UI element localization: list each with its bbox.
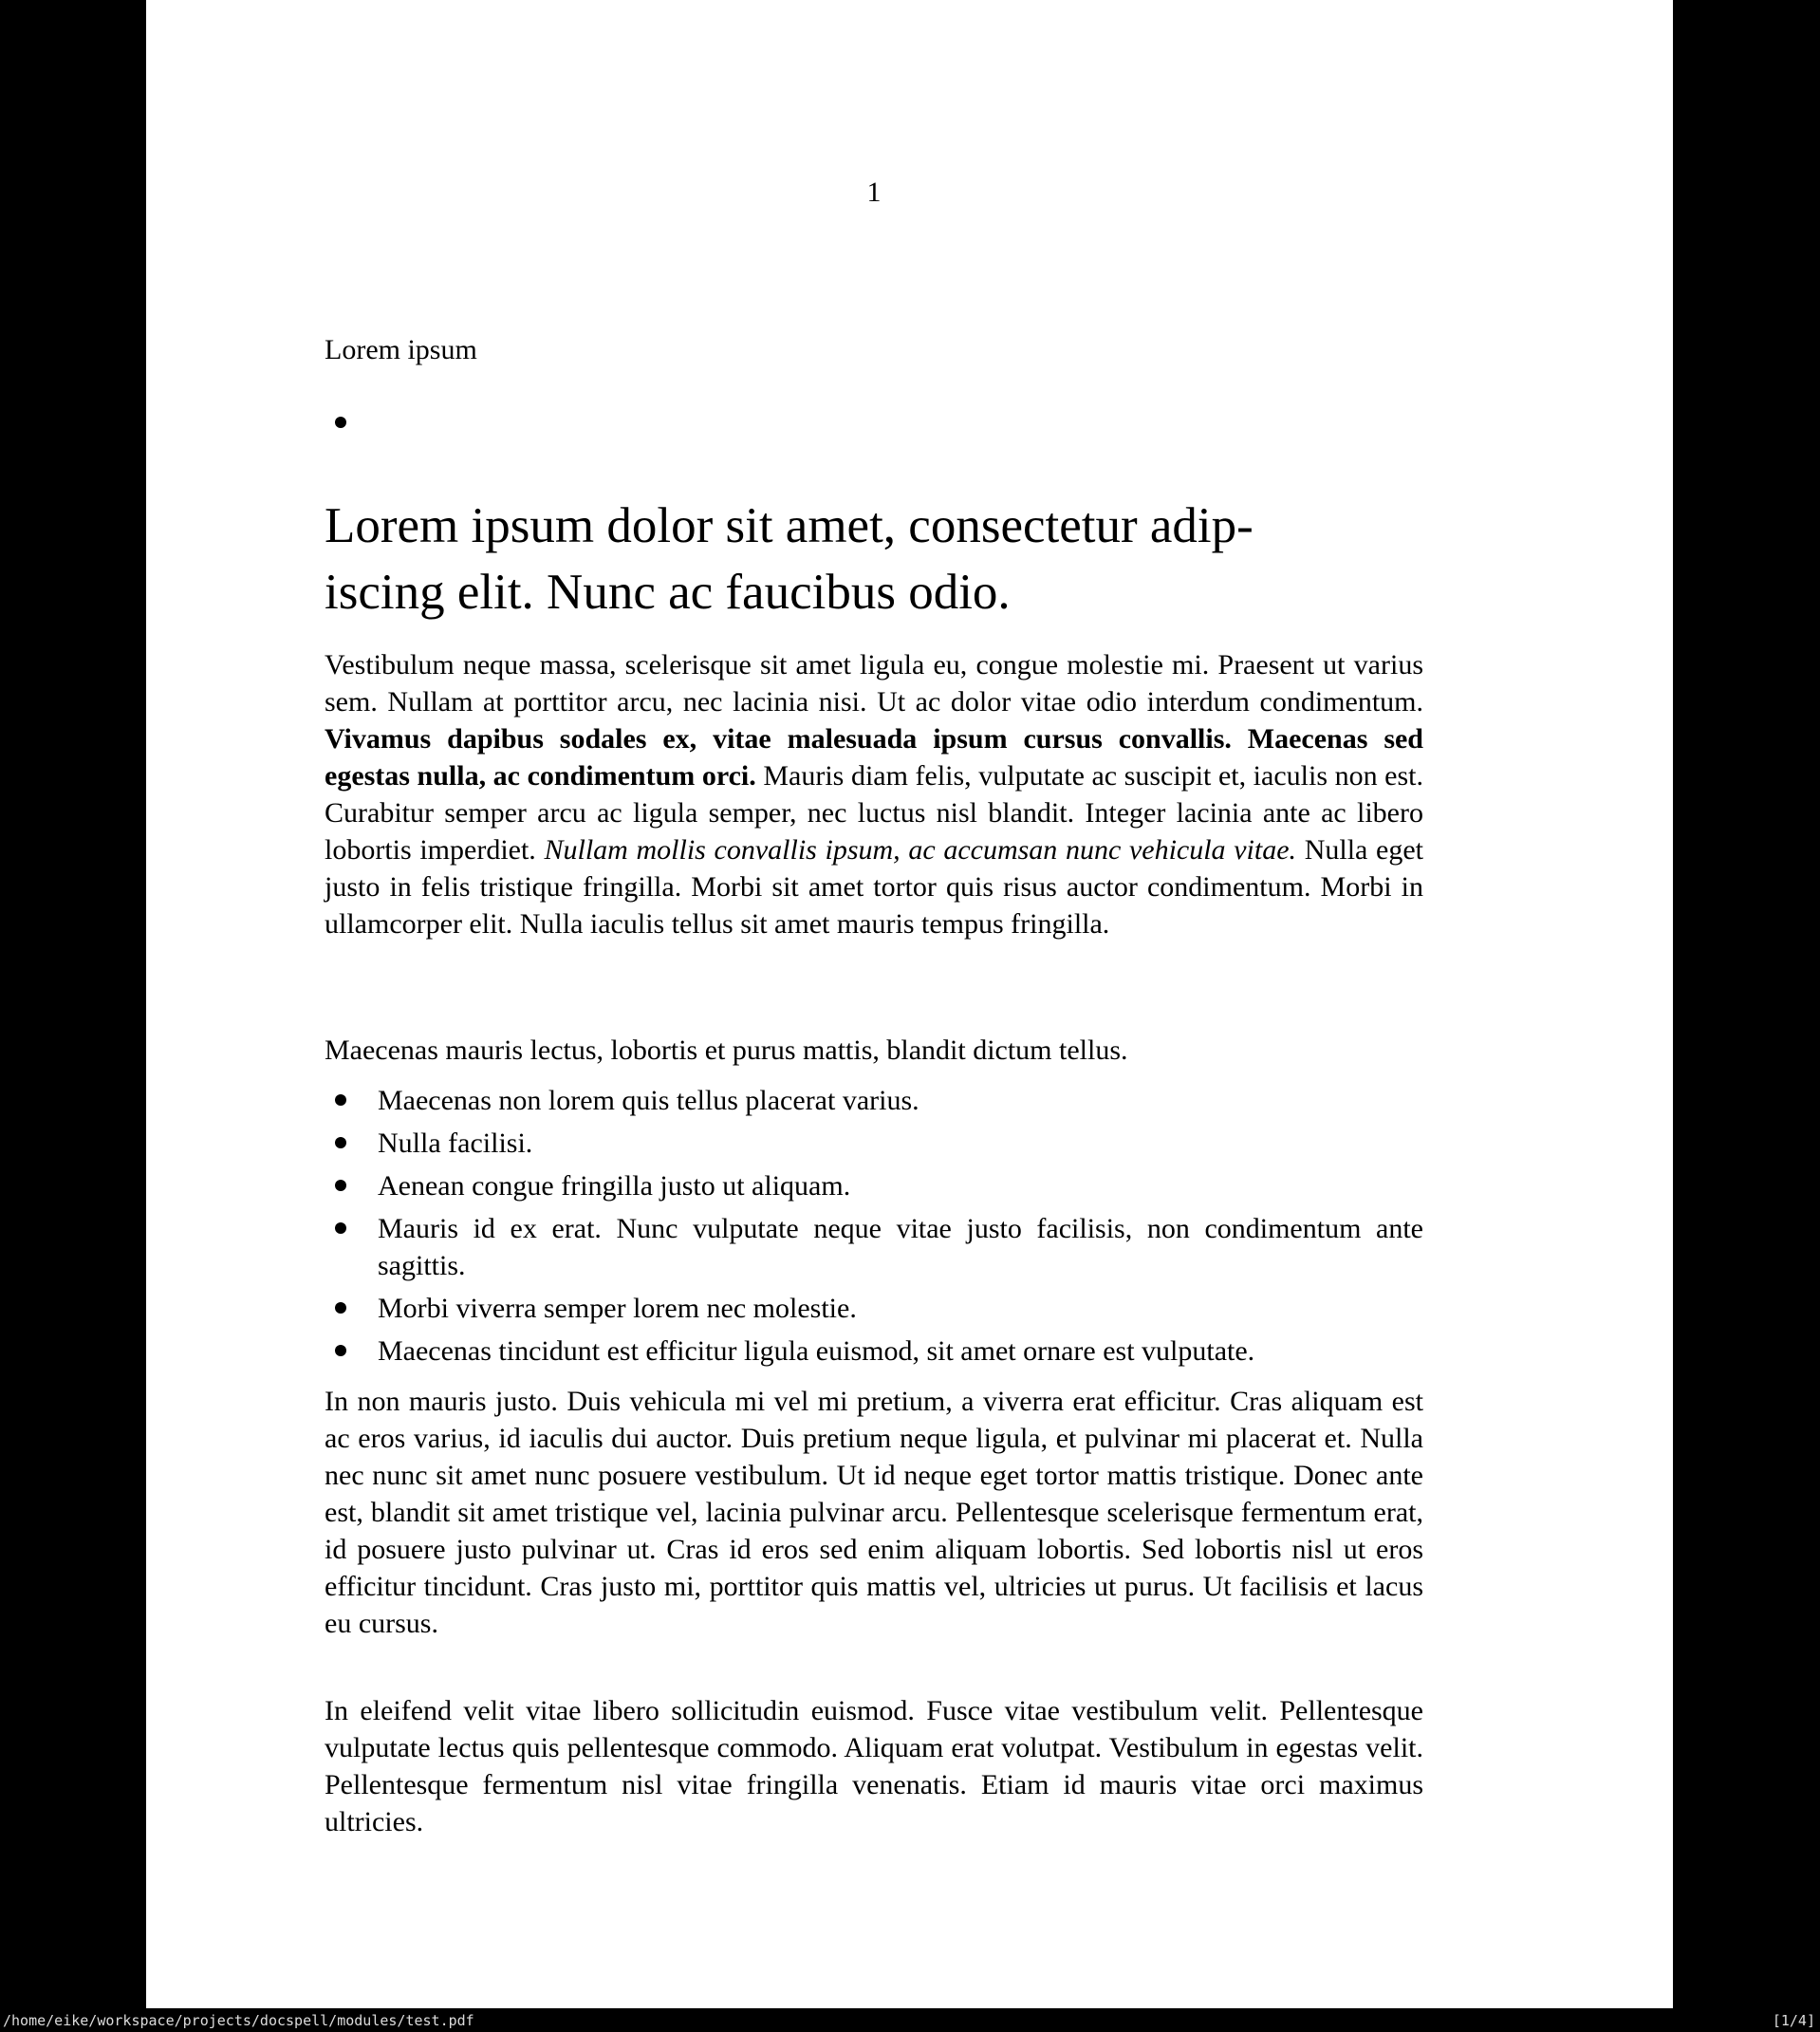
bullet-icon (335, 1302, 346, 1314)
statusbar-page-indicator: [1/4] (1772, 2011, 1815, 2029)
list-item (325, 1333, 1423, 1370)
list-item (325, 1290, 1423, 1327)
list-item-text: Maecenas tincidunt est efficitur ligula euismod, sit amet ornare est vulputate. (378, 1335, 1255, 1367)
paragraph-1-text-a: Vestibulum neque massa, scelerisque sit amet ligula eu, congue molestie mi. Praesent ut varius sem. Nullam at porttitor arcu, nec lacinia nisi. Ut ac dolor vitae odio interdum condimentum. (325, 649, 1423, 718)
paragraph-1-bold: Vivamus dapibus sodales ex, vitae malesuada ipsum cursus convallis. Maecenas sed egestas nulla, ac condimentum orci. (325, 723, 1423, 792)
bullet-icon (335, 1345, 346, 1356)
bullet-icon (335, 1222, 346, 1234)
document-page (146, 0, 1673, 2008)
paragraph-4: In eleifend velit vitae libero sollicitudin euismod. Fusce vitae vestibulum velit. Pellentesque vulputate lectus quis pellentesque commodo. Aliquam erat volutpat. Vestibulum in egestas velit. Pellentesque fermentum nisl vitae fringilla venenatis. Etiam id mauris vitae orci maximus ultricies. (325, 1695, 1423, 1837)
paragraph-2: Maecenas mauris lectus, lobortis et purus mattis, blandit dictum tellus. (325, 1035, 1128, 1066)
list-item-text: Nulla facilisi. (378, 1128, 533, 1159)
list-item-text: Morbi viverra semper lorem nec molestie. (378, 1293, 857, 1324)
heading-line-2: iscing elit. Nunc ac faucibus odio. (325, 565, 1011, 620)
paragraph-1 (325, 646, 1423, 942)
intro-label: Lorem ipsum (325, 334, 477, 365)
bullet-icon (335, 1137, 346, 1148)
list-item (325, 1210, 1423, 1284)
list-item-text: Maecenas non lorem quis tellus placerat varius. (378, 1085, 919, 1116)
paragraph-1-italic: Nullam mollis convallis ipsum, ac accumsan nunc vehicula vitae. (544, 834, 1297, 866)
paragraph-1-text-c: Nulla eget justo in felis tristique fringilla. Morbi sit amet tortor quis risus auctor condimentum. Morbi in ullamcorper elit. Nulla iaculis tellus sit amet mauris tempus fringilla. (325, 834, 1424, 940)
bullet-icon (335, 1180, 346, 1191)
paragraph-3: In non mauris justo. Duis vehicula mi vel mi pretium, a viverra erat efficitur. Cras aliquam est ac eros varius, id iaculis dui auctor. Duis pretium neque ligula, et pulvinar mi placerat et. Nulla nec nunc sit amet nunc posuere vestibulum. Ut id neque eget tortor mattis tristique. Donec ante est, blandit sit amet tristique vel, lacinia pulvinar arcu. Pellentesque scelerisque fermentum erat, id posuere justo pulvinar ut. Cras id eros sed enim aliquam lobortis. Sed lobortis nisl ut eros efficitur tincidunt. Cras justo mi, porttitor quis mattis vel, ultricies ut purus. Ut facilisis et lacus eu cursus. (325, 1386, 1423, 1639)
bullet-list (325, 1082, 1423, 1370)
statusbar-file-path: /home/eike/workspace/projects/docspell/modules/test.pdf (3, 2011, 474, 2029)
statusbar (0, 2008, 1820, 2032)
list-item-text: Aenean congue fringilla justo ut aliquam. (378, 1170, 851, 1202)
bullet-icon (335, 417, 346, 428)
list-item (325, 1167, 1423, 1204)
paragraph-1-text-b: Mauris diam felis, vulputate ac suscipit et, iaculis non est. Curabitur semper arcu ac ligula semper, nec luctus nisl blandit. Integer lacinia ante ac libero lobortis imperdiet. (325, 760, 1423, 866)
page-number: 1 (866, 177, 882, 208)
list-item-text: Mauris id ex erat. Nunc vulputate neque vitae justo facilisis, non condimentum ante sagittis. (378, 1213, 1423, 1281)
document-heading (325, 493, 1423, 625)
page-content (325, 0, 1423, 2008)
bullet-icon (335, 1094, 346, 1106)
list-item (325, 1125, 1423, 1162)
heading-line-1: Lorem ipsum dolor sit amet, consectetur adip- (325, 498, 1254, 553)
list-item (325, 1082, 1423, 1119)
